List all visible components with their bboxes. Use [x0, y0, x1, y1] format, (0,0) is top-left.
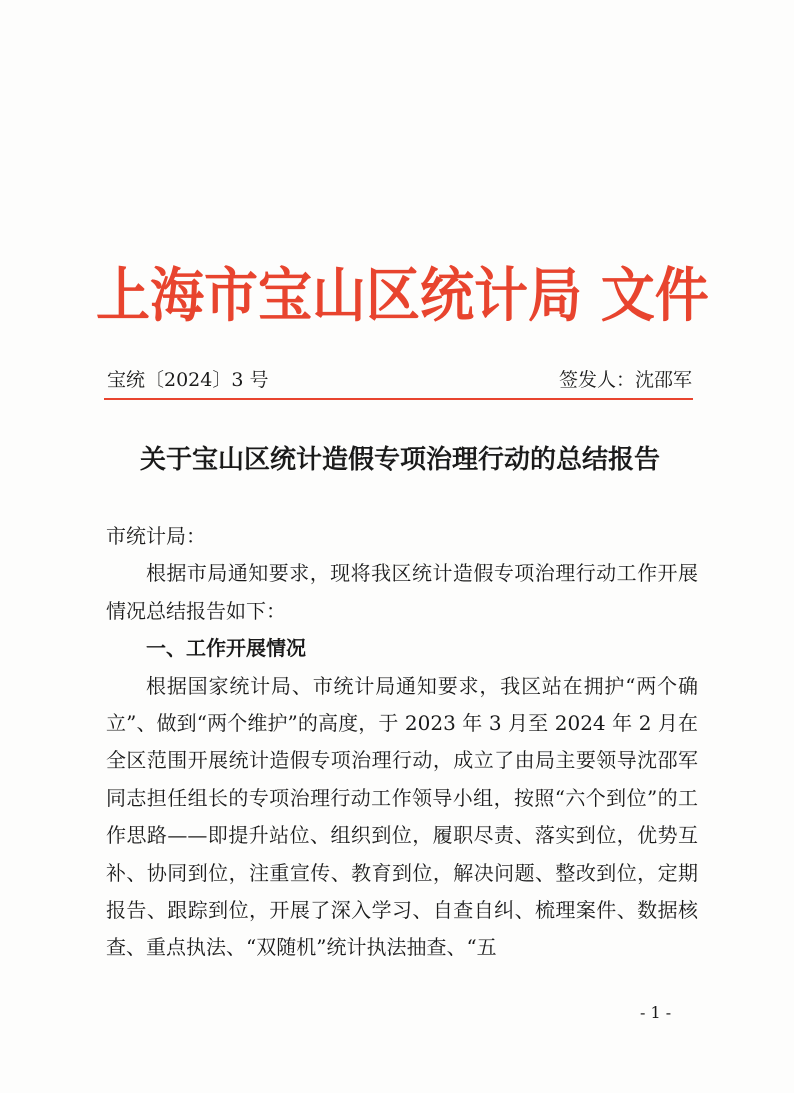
page-number: - 1 -	[640, 1003, 672, 1022]
report-title: 关于宝山区统计造假专项治理行动的总结报告	[139, 445, 660, 475]
issuing-organization-title: 上海市宝山区统计局 文件	[96, 260, 709, 330]
document-number: 宝统〔2024〕3 号	[107, 369, 269, 391]
red-divider-line	[104, 398, 693, 400]
section-1-paragraph: 根据国家统计局、市统计局通知要求，我区站在拥护“两个确立”、做到“两个维护”的高度，于 2023 年 3 月至 2024 年 2 月在全区范围开展统计造假专项治理行动，成立了由局主要领导沈邵军同志担任组长的专项治理行动工作领导小组，按照“六个到位”的工作思路——即提升站位、组织到位，履职尽责、落实到位，优势互补、协同到位，注重宣传、教育到位，解决问题、整改到位，定期报告、跟踪到位，开展了深入学习、自查自纠、梳理案件、数据核查、重点执法、“双随机”统计执法抽查、“五	[106, 673, 698, 960]
intro-paragraph: 根据市局通知要求，现将我区统计造假专项治理行动工作开展情况总结报告如下：	[106, 561, 698, 623]
section-1-heading: 一、工作开展情况	[146, 636, 306, 661]
salutation: 市统计局：	[106, 524, 206, 548]
document-body	[106, 518, 698, 967]
signer: 签发人：沈邵军	[558, 369, 692, 391]
